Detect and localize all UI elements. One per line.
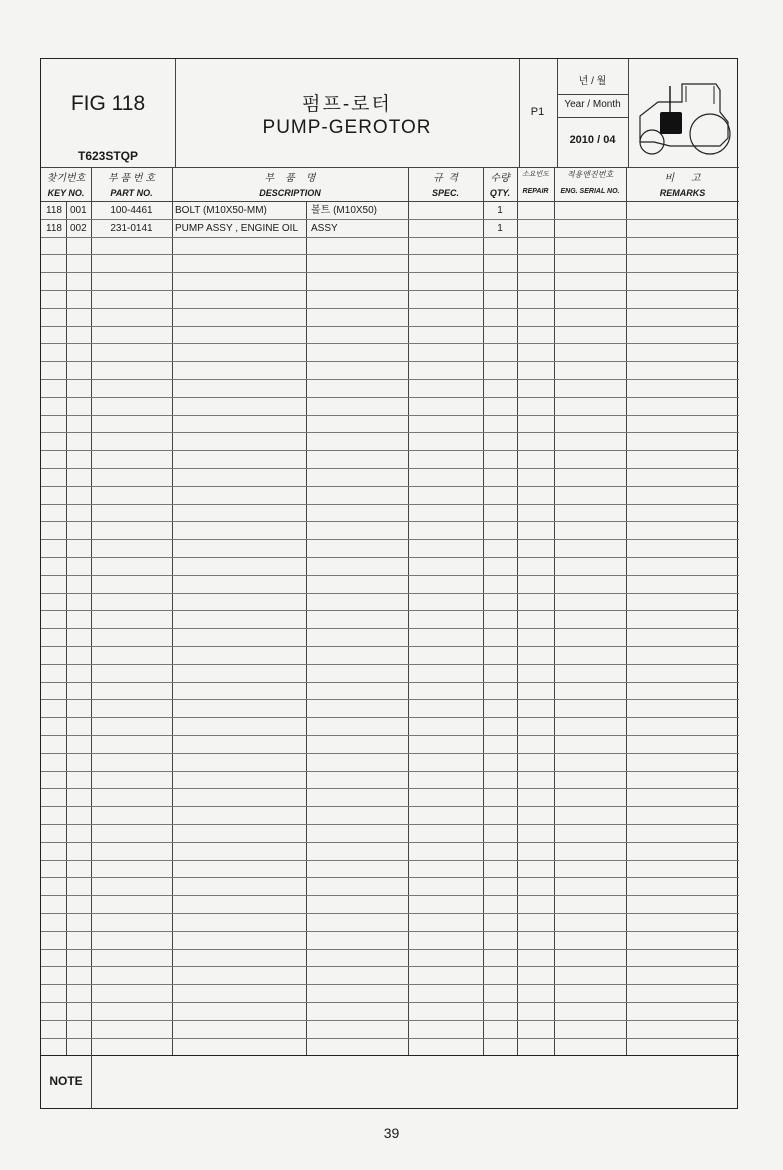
col-repair-en: REPAIR — [522, 188, 549, 195]
row-rule — [41, 1020, 739, 1021]
row-rule — [41, 379, 739, 380]
parts-sheet-frame — [40, 58, 738, 1109]
title-english: PUMP-GEROTOR — [262, 117, 432, 138]
row-desc-ko: ASSY — [311, 223, 338, 234]
row-key: 002 — [70, 223, 87, 234]
row-rule — [41, 343, 739, 344]
row-rule — [41, 628, 739, 629]
row-rule — [41, 842, 739, 843]
header-divider-date — [628, 59, 629, 167]
row-fig: 118 — [46, 223, 62, 234]
col-serial-ko: 적용엔진번호 — [566, 170, 614, 179]
ym-divider-1 — [557, 94, 628, 95]
year-month-korean: 년 / 월 — [578, 76, 607, 87]
col-part-ko: 부 품 번 호 — [108, 173, 155, 184]
row-rule — [41, 788, 739, 789]
row-rule — [41, 254, 739, 255]
row-rule — [41, 593, 739, 594]
row-rule — [41, 931, 739, 932]
row-qty: 1 — [497, 223, 503, 234]
row-rule — [41, 682, 739, 683]
row-key: 001 — [70, 205, 87, 216]
col-spec-en: SPEC. — [431, 188, 459, 198]
col-key-ko: 찾기번호 — [46, 173, 86, 184]
row-rule — [41, 895, 739, 896]
row-rule — [41, 575, 739, 576]
row-rule — [41, 539, 739, 540]
row-part: 100-4461 — [110, 205, 153, 216]
row-rule — [41, 557, 739, 558]
col-remarks-ko: 비 고 — [664, 173, 701, 184]
row-rule — [41, 361, 739, 362]
note-divider — [91, 1055, 92, 1109]
row-rule — [41, 646, 739, 647]
row-rule — [41, 771, 739, 772]
col-line-spec — [483, 167, 484, 1055]
col-line-repair — [554, 167, 555, 1055]
issue-date: 2010 / 04 — [569, 134, 616, 146]
ym-divider-2 — [557, 117, 628, 118]
row-rule — [41, 664, 739, 665]
model-code: T623STQP — [77, 149, 139, 163]
col-qty-en: QTY. — [489, 188, 511, 198]
year-month-english: Year / Month — [564, 99, 621, 110]
row-rule — [41, 450, 739, 451]
row-rule — [41, 610, 739, 611]
col-spec-ko: 규 격 — [433, 173, 458, 184]
col-line-desc — [408, 167, 409, 1055]
col-key-en: KEY NO. — [47, 188, 85, 198]
row-rule — [41, 432, 739, 433]
row-rule — [41, 913, 739, 914]
col-desc-ko: 부 품 명 — [264, 173, 316, 184]
row-rule — [41, 308, 739, 309]
row-rule — [41, 1002, 739, 1003]
row-desc-en: BOLT (M10X50-MM) — [175, 205, 267, 216]
col-serial-en: ENG. SERIAL NO. — [560, 188, 620, 195]
row-rule — [41, 468, 739, 469]
row-rule — [41, 486, 739, 487]
col-line-key — [91, 167, 92, 1055]
col-remarks-en: REMARKS — [659, 188, 706, 198]
row-fig: 118 — [46, 205, 62, 216]
page-code: P1 — [530, 106, 545, 118]
row-rule — [41, 824, 739, 825]
row-rule — [41, 397, 739, 398]
row-rule — [41, 504, 739, 505]
col-part-en: PART NO. — [110, 188, 153, 198]
row-rule — [41, 984, 739, 985]
row-rule — [41, 272, 739, 273]
title-korean: 펌프-로터 — [302, 94, 392, 115]
fig-number: FIG 118 — [70, 92, 146, 115]
row-rule — [41, 290, 739, 291]
row-rule — [41, 860, 739, 861]
row-rule — [41, 717, 739, 718]
row-rule — [41, 877, 739, 878]
header-bottom-rule — [41, 167, 739, 168]
row-part: 231-0141 — [110, 223, 153, 234]
row-rule — [41, 521, 739, 522]
note-top-rule — [41, 1055, 739, 1056]
row-desc-en: PUMP ASSY , ENGINE OIL — [175, 223, 299, 234]
tractor-engine-icon — [630, 72, 734, 160]
col-line-serial — [626, 167, 627, 1055]
row-rule — [41, 415, 739, 416]
col-desc-en: DESCRIPTION — [259, 188, 321, 198]
row-rule — [41, 753, 739, 754]
note-label: NOTE — [49, 1074, 83, 1088]
col-repair-ko: 소요빈도 — [521, 171, 550, 178]
row-rule — [41, 949, 739, 950]
col-qty-ko: 수량 — [490, 173, 510, 184]
row-rule — [41, 1038, 739, 1039]
row-rule — [41, 806, 739, 807]
row-rule — [41, 699, 739, 700]
row-rule — [41, 735, 739, 736]
col-line-part — [172, 167, 173, 1055]
row-rule — [41, 326, 739, 327]
row-desc-ko: 볼트 (M10X50) — [311, 205, 378, 216]
page-number: 39 — [383, 1125, 400, 1141]
col-line-qty — [517, 167, 518, 1055]
row-rule — [41, 966, 739, 967]
row-qty: 1 — [497, 205, 503, 216]
